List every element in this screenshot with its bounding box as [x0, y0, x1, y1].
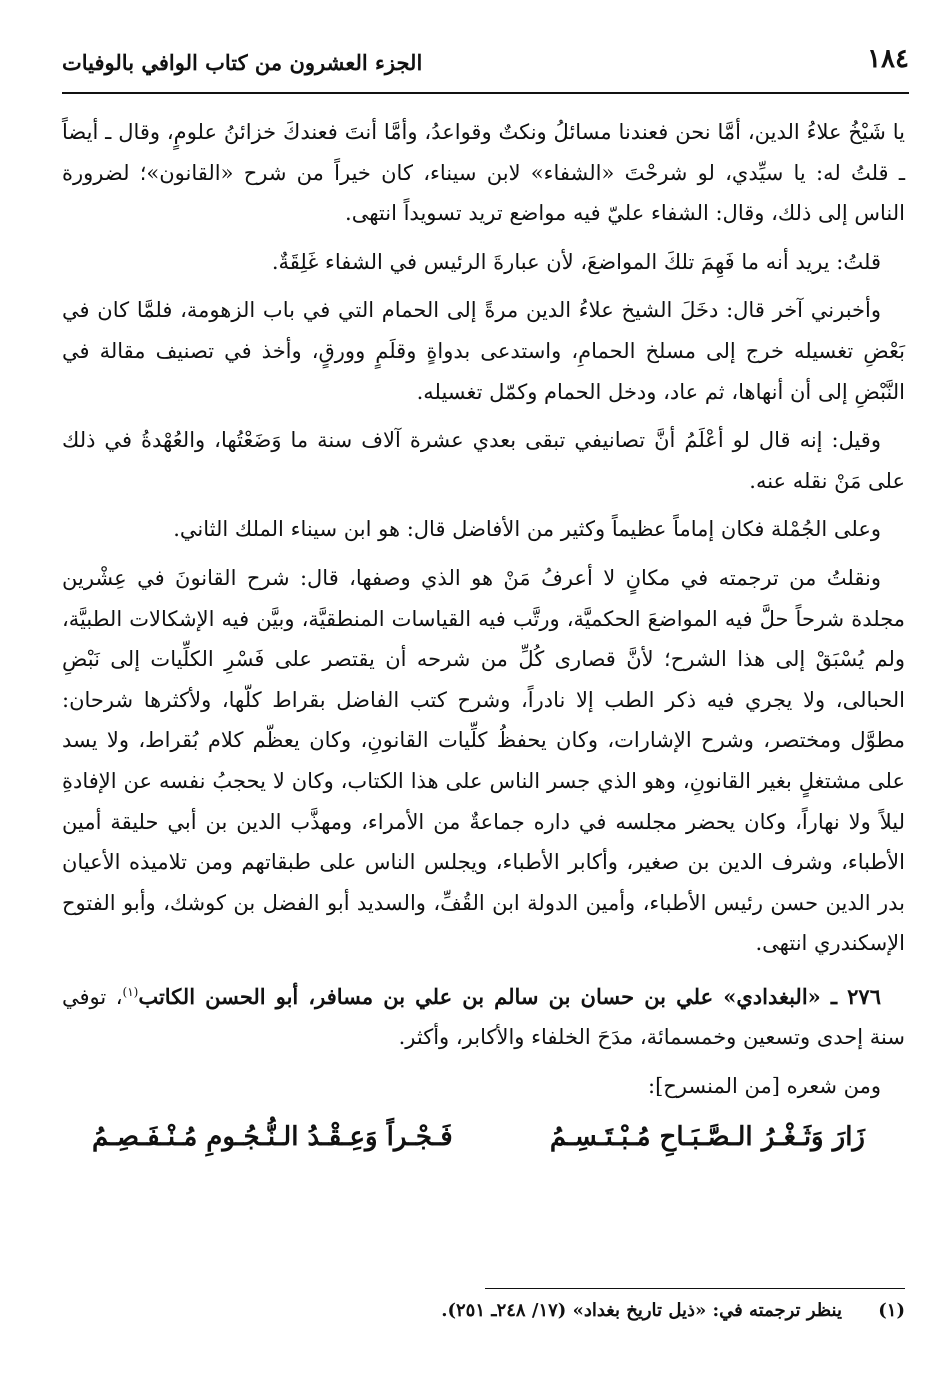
biography-entry: [62, 972, 905, 1058]
entry-heading-tail: ،: [115, 984, 123, 1009]
main-text: [62, 112, 905, 1157]
running-title: الجزء العشرون من كتاب الوافي بالوفيات: [62, 50, 423, 75]
page-header: [62, 40, 909, 94]
entry-text: توفي سنة إحدى وتسعين وخمسمائة، مدَحَ الخلفاء والأكابر، وأكثر.: [62, 984, 905, 1050]
page-number: ١٨٤: [867, 44, 909, 74]
poem-verse: [62, 1117, 905, 1158]
footnote: [62, 1300, 905, 1321]
footnote-divider: [485, 1288, 905, 1289]
footnote-marker: (١): [878, 1300, 905, 1321]
paragraph: وعلى الجُمْلة فكان إماماً عظيماً وكثير من الأفاضل قال: هو ابن سيناء الملك الثاني.: [173, 517, 881, 542]
footnote-text: ينظر ترجمته في: «ذيل تاريخ بغداد» (١٧/ ٢٤٨ـ ٢٥١).: [441, 1300, 842, 1321]
paragraph: يا شَيْخُ علاءُ الدين، أمَّا نحن فعندنا مسائلُ ونكتٌ وقواعدُ، وأمَّا أنتَ فعندكَ خزائنُ علومٍ، وقال ـ أيضاً ـ قلتُ له: يا سيِّدي، لو شرحْتَ «الشفاء» لابن سيناء، كان خيراً من شرح «القانون»؛ لضرورة الناس إلى ذلك، وقال: الشفاء عليّ فيه مواضع تريد تسويداً انتهى.: [62, 120, 905, 226]
paragraph: وأخبرني آخر قال: دخَلَ الشيخ علاءُ الدين مرةً إلى الحمام التي في باب الزهومة، فلمَّا كان في بَعْضِ تغسيله خرج إلى مسلخ الحمامِ، واستدعى بدواةٍ وقلَمٍ وورقٍ، وأخذ في تصنيف مقالة في النَّبْضِ إلى أن أنهاها، ثم عاد، ودخل الحمام وكمّل تغسيله.: [62, 298, 905, 404]
verse-second-hemistich: فَـجْـراً وَعِـقْـدُ الـنُّـجُـومِ مُـنْـفَـصِـمُ: [92, 1121, 453, 1152]
entry-heading: ٢٧٦ ـ «البغدادي» علي بن حسان بن سالم بن علي بن مسافر، أبو الحسن الكاتب: [138, 983, 881, 1009]
paragraph: ونقلتُ من ترجمته في مكانٍ لا أعرفُ مَنْ هو الذي وصفها، قال: شرح القانونَ في عِشْرين مجلدة شرحاً حلَّ فيه المواضعَ الحكميَّة، ورتَّب فيه القياسات المنطقيَّة، وبيَّن فيه الإشكالات الطبيَّة، ولم يُسْبَقْ إلى هذا الشرح؛ لأنَّ قصارى كُلِّ من شرحه أن يقتصر على فَسْرِ الكلِّيات إلى نَبْضِ الحبالى، ولا يجري فيه ذكر الطب إلا نادراً، وشرح كتب الفاضل بقراط كلّها، ولأكثرها شرحان: مطوَّل ومختصر، وشرح الإشارات، وكان يحفظُ كلِّيات القانونِ، وكان يعظّم كلام بُقراط، ولا يسد على مشتغلٍ بغير القانونِ، وهو الذي جسر الناس على هذا الكتاب، وكان لا يحجبُ نفسه عن الإفادةِ ليلاً ولا نهاراً، وكان يحضر مجلسه في داره جماعةٌ من الأمراء، ومهذَّب الدين بن أبي حليقة أمين الأطباء، وشرف الدين بن صغير، وأكابر الأطباء، ويجلس الناس على طبقاتهم ومن تلاميذه الأعيان بدر الدين حسن رئيس الأطباء، وأمين الدولة ابن القُفِّ، والسديد أبو الفضل بن كوشك، وأبو الفتوح الإسكندري انتهى.: [62, 565, 905, 956]
footnote-reference: (١): [122, 984, 139, 999]
verse-intro: ومن شعره [من المنسرح]:: [648, 1074, 881, 1099]
paragraph: قلتُ: يريد أنه ما فَهِمَ تلكَ المواضعَ، لأن عبارةَ الرئيس في الشفاء غَلِقَةٌ.: [271, 249, 881, 274]
paragraph: وقيل: إنه قال لو أعْلَمُ أنَّ تصانيفي تبقى بعدي عشرة آلاف سنة ما وَضَعْتُها، والعُهْدةُ في ذلك على مَنْ نقله عنه.: [62, 428, 905, 493]
verse-first-hemistich: زَارَ وَثَـغْـرُ الـصَّـبَـاحِ مُـبْـتَـسِـمُ: [549, 1121, 865, 1152]
